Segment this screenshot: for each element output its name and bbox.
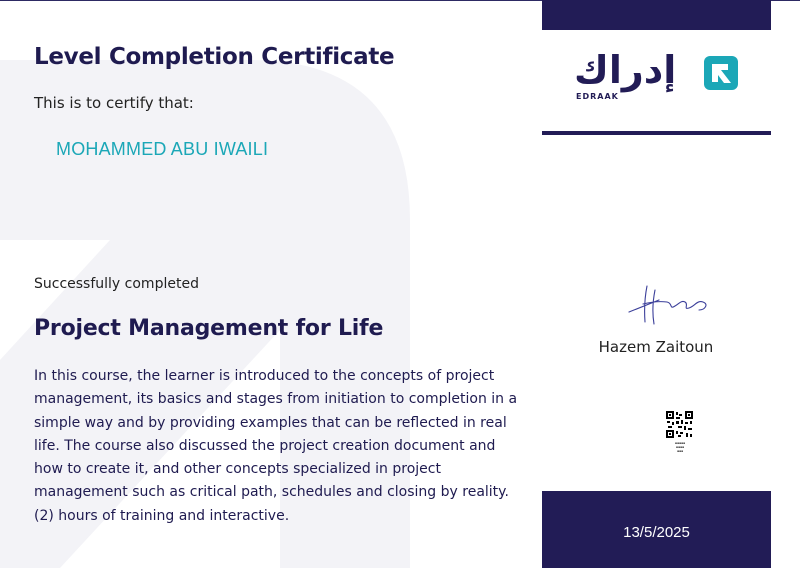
edraak-logo: [566, 48, 746, 108]
course-title: Project Management for Life: [34, 316, 384, 341]
certify-text: This is to certify that:: [34, 94, 194, 112]
completed-text: Successfully completed: [34, 276, 199, 292]
certificate-title: Level Completion Certificate: [34, 44, 395, 70]
signature-image: [625, 282, 715, 328]
header-underline: [542, 131, 771, 135]
logo-arrow-icon: [704, 56, 738, 90]
course-description: In this course, the learner is introduced to the concepts of project management, its basics and stages from initiation to completion in a simple way and by providing examples that can be reflected in real life. The course also discussed the project creation document and how to create it, and other concepts specialized in project management such as critical path, schedules and closing by reality. (2) hours of training and interactive.: [34, 368, 518, 524]
qr-code-icon: [666, 411, 693, 438]
logo-subtitle: EDRAAK: [576, 92, 619, 101]
logo-text: إدراك: [574, 48, 677, 92]
signatory-name: Hazem Zaitoun: [598, 338, 714, 356]
qr-caption: ▪▪▪▪▪ ▪▪▪▪ ▪▪▪: [674, 441, 686, 453]
recipient-name: MOHAMMED ABU IWAILI: [56, 139, 269, 159]
issue-date: 13/5/2025: [623, 524, 690, 541]
header-band: [542, 0, 771, 30]
